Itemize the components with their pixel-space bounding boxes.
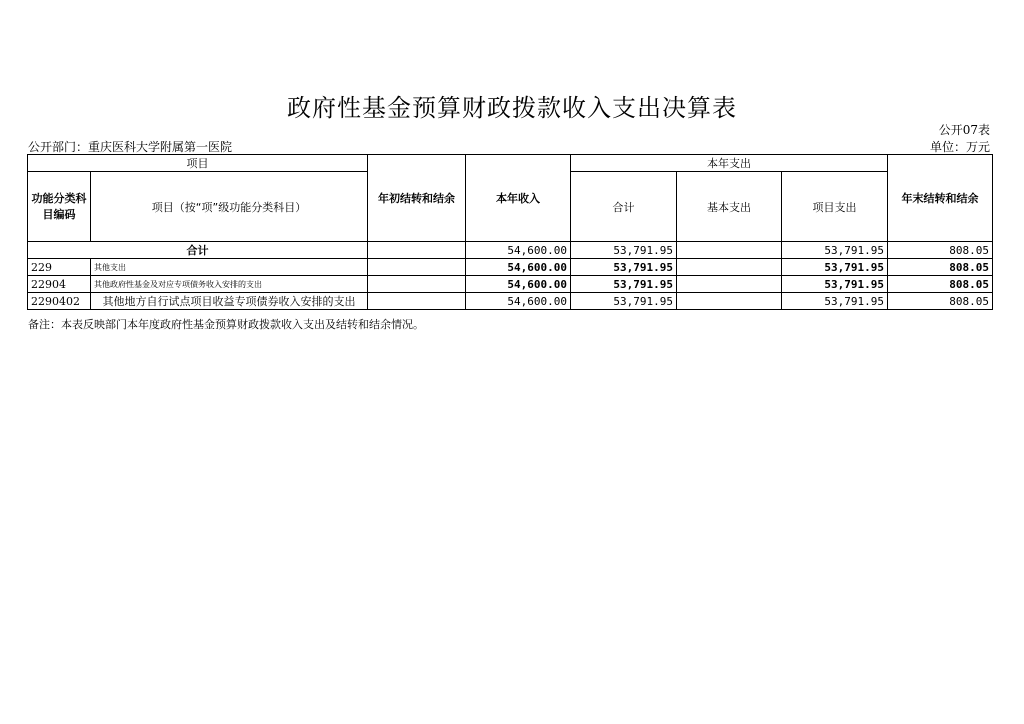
header-expense-group: 本年支出: [571, 155, 888, 172]
unit-label: 单位：万元: [929, 140, 990, 154]
cell-total: 53,791.95: [571, 276, 677, 293]
header-closing-balance: 年末结转和结余: [888, 155, 993, 242]
cell-code: 229: [28, 259, 91, 276]
cell-opening: [368, 259, 466, 276]
cell-name: 其他地方自行试点项目收益专项债券收入安排的支出: [91, 293, 368, 310]
table-row: [28, 259, 993, 276]
cell-closing: 808.05: [888, 276, 993, 293]
cell-code: 2290402: [28, 293, 91, 310]
cell-basic: [677, 293, 782, 310]
cell-income: 54,600.00: [466, 276, 571, 293]
department-label: 公开部门：重庆医科大学附属第一医院: [28, 140, 233, 154]
cell-basic: [677, 242, 782, 259]
cell-project: 53,791.95: [782, 293, 888, 310]
cell-income: 54,600.00: [466, 242, 571, 259]
cell-opening: [368, 242, 466, 259]
cell-closing: 808.05: [888, 259, 993, 276]
header-income: 本年收入: [466, 155, 571, 242]
cell-closing: 808.05: [888, 293, 993, 310]
cell-basic: [677, 276, 782, 293]
header-project: 项目支出: [782, 172, 888, 242]
header-code: 功能分类科目编码: [28, 172, 91, 242]
cell-project: 53,791.95: [782, 276, 888, 293]
cell-income: 54,600.00: [466, 293, 571, 310]
table-row-total: [28, 242, 993, 259]
cell-opening: [368, 276, 466, 293]
cell-income: 54,600.00: [466, 259, 571, 276]
cell-project: 53,791.95: [782, 242, 888, 259]
footnote: 备注：本表反映部门本年度政府性基金预算财政拨款收入支出及结转和结余情况。: [28, 318, 424, 331]
budget-table: [27, 154, 993, 310]
table-row: [28, 276, 993, 293]
page-title: 政府性基金预算财政拨款收入支出决算表: [287, 94, 737, 122]
header-basic: 基本支出: [677, 172, 782, 242]
header-project-group: 项目: [28, 155, 368, 172]
form-number: 公开07表: [938, 123, 990, 137]
header-total: 合计: [571, 172, 677, 242]
header-opening-balance: 年初结转和结余: [368, 155, 466, 242]
cell-total: 53,791.95: [571, 242, 677, 259]
cell-total: 53,791.95: [571, 259, 677, 276]
cell-total: 53,791.95: [571, 293, 677, 310]
cell-closing: 808.05: [888, 242, 993, 259]
table-row: [28, 293, 993, 310]
header-name: 项目（按“项”级功能分类科目）: [91, 172, 368, 242]
cell-opening: [368, 293, 466, 310]
cell-name: 其他支出: [91, 259, 368, 276]
cell-code: 22904: [28, 276, 91, 293]
cell-basic: [677, 259, 782, 276]
row-label: 合计: [28, 242, 368, 259]
cell-name: 其他政府性基金及对应专项债务收入安排的支出: [91, 276, 368, 293]
cell-project: 53,791.95: [782, 259, 888, 276]
